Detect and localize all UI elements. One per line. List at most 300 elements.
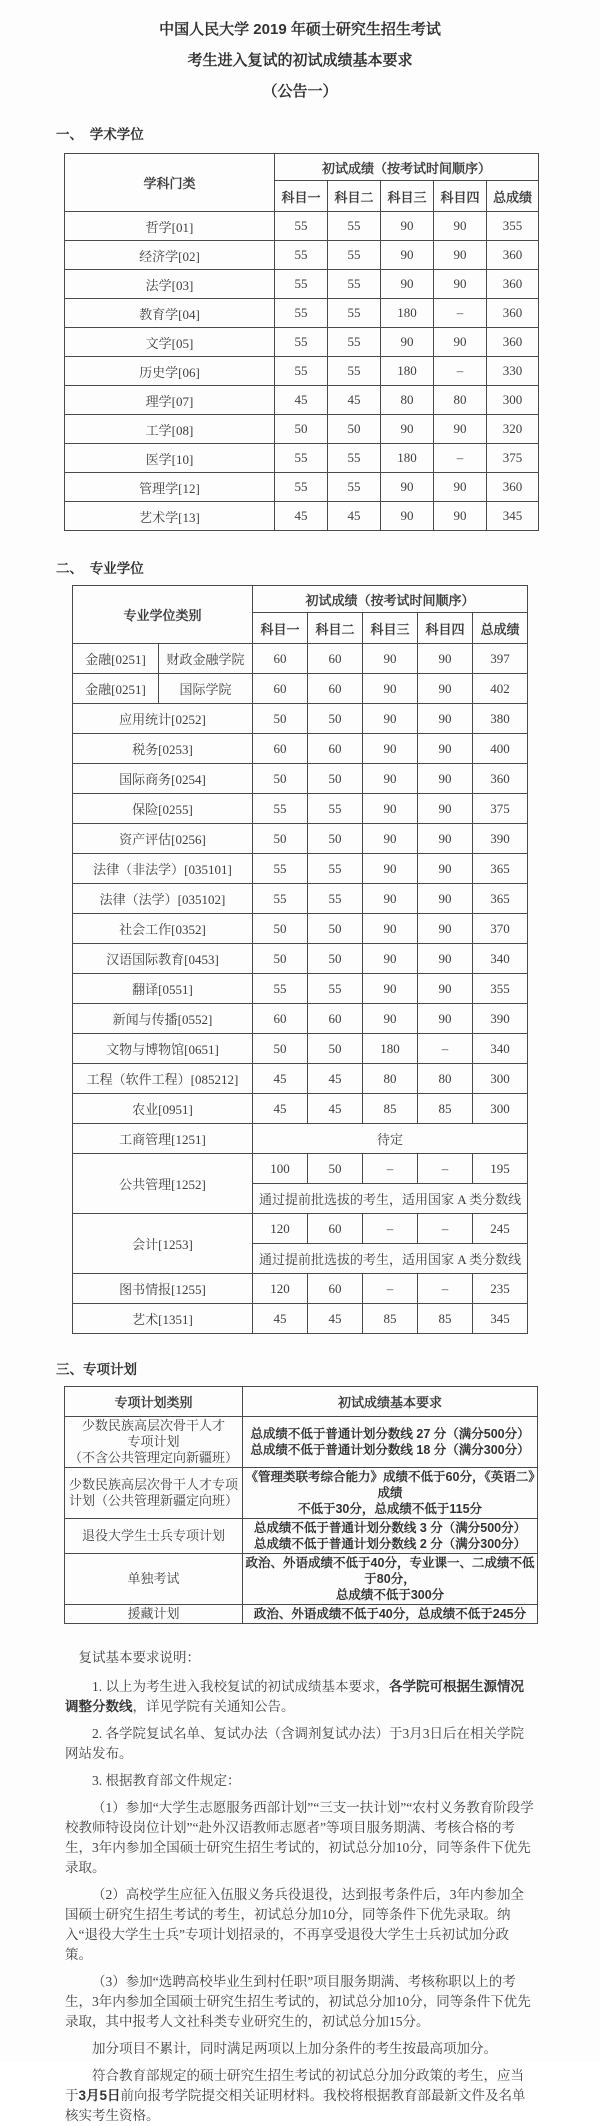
- score-cell: 90: [418, 944, 473, 974]
- score-cell: 90: [381, 270, 434, 299]
- requirement-line: 总成绩不低于300分: [335, 1588, 445, 1602]
- score-cell: 55: [308, 884, 363, 914]
- score-cell: 50: [275, 415, 328, 444]
- score-cell: 90: [434, 270, 487, 299]
- table-row: [73, 824, 528, 854]
- note-3-item-3: （3）参加“选聘高校毕业生到村任职”项目服务期满、考核称职以上的考生，3年内参加全国硕士研究生招生考试的，初试总分加10分，同等条件下优先录取，其中报考人文社科类专业研究生的，初试总分加15分。: [65, 1974, 531, 2029]
- plan-cell: [65, 1417, 243, 1468]
- score-cell: 60: [308, 1004, 363, 1034]
- score-cell: 55: [275, 241, 328, 270]
- score-cell: 300: [487, 386, 539, 415]
- score-cell: 55: [275, 473, 328, 502]
- score-cell: 50: [308, 824, 363, 854]
- score-cell: 90: [363, 674, 418, 704]
- score-cell: 55: [328, 328, 381, 357]
- requirement-line: 总成绩不低于普通计划分数线 2 分（满分300分）: [253, 1537, 527, 1551]
- subject-cell: 法律（非法学）[035101]: [73, 854, 253, 884]
- score-cell: 60: [253, 734, 308, 764]
- score-cell: 55: [275, 328, 328, 357]
- score-cell: 90: [434, 502, 487, 531]
- score-cell: 55: [253, 854, 308, 884]
- table-row: [73, 854, 528, 884]
- column-header: 总成绩: [487, 181, 539, 212]
- table-row: [73, 644, 528, 674]
- score-cell: 90: [434, 241, 487, 270]
- score-cell: 55: [308, 974, 363, 1004]
- table-row: [73, 1124, 528, 1154]
- table-row: [73, 884, 528, 914]
- table-row: [73, 1094, 528, 1124]
- table-row: [65, 1554, 538, 1605]
- table-row: [65, 473, 539, 502]
- table-row: [65, 415, 539, 444]
- subject-cell: 应用统计[0252]: [73, 704, 253, 734]
- column-header: 科目二: [328, 181, 381, 212]
- table-header-row: [65, 154, 539, 181]
- score-cell: 402: [473, 674, 528, 704]
- score-cell: 120: [253, 1274, 308, 1304]
- score-cell: 55: [275, 299, 328, 328]
- score-cell: 55: [308, 854, 363, 884]
- score-cell: 360: [473, 764, 528, 794]
- column-header: 科目三: [363, 613, 418, 644]
- title-line-3: （公告一）: [262, 83, 338, 100]
- score-cell: 45: [253, 1304, 308, 1334]
- plan-line: （不含公共管理定向新疆班）: [68, 1450, 238, 1465]
- column-header: 科目一: [253, 613, 308, 644]
- section3-heading: 三、专项计划: [56, 1362, 137, 1377]
- note-deadline: [65, 2066, 535, 2126]
- document-title: [0, 0, 600, 107]
- subject-cell: 管理学[12]: [65, 473, 275, 502]
- score-cell: 90: [418, 974, 473, 1004]
- score-cell: 100: [253, 1154, 308, 1184]
- score-cell: 50: [253, 824, 308, 854]
- score-cell: 90: [363, 824, 418, 854]
- score-cell: 90: [418, 884, 473, 914]
- score-cell: 50: [253, 914, 308, 944]
- score-cell: 90: [381, 502, 434, 531]
- score-cell: –: [418, 1214, 473, 1244]
- score-cell: –: [434, 444, 487, 473]
- score-cell: 55: [308, 794, 363, 824]
- requirement-cell: [243, 1605, 538, 1624]
- score-cell: 90: [418, 914, 473, 944]
- score-cell: 90: [363, 854, 418, 884]
- subject-cell: 教育学[04]: [65, 299, 275, 328]
- score-cell: 360: [487, 241, 539, 270]
- score-cell: 340: [473, 1034, 528, 1064]
- table-row: [73, 914, 528, 944]
- score-cell: 90: [363, 644, 418, 674]
- note-3-item-1: （1）参加“大学生志愿服务西部计划”“三支一扶计划”“农村义务教育阶段学校教师特设岗位计划”“赴外汉语教师志愿者”等项目服务期满、考核合格的考生，3年内参加全国硕士研究生招生考试的，初试总分加10分，同等条件下优先录取。: [65, 1800, 534, 1875]
- score-cell: 345: [473, 1304, 528, 1334]
- note-2: 2. 各学院复试名单、复试办法（含调剂复试办法）于3月3日后在相关学院网站发布。: [65, 1726, 524, 1761]
- score-cell: 50: [253, 764, 308, 794]
- subject-cell: 经济学[02]: [65, 241, 275, 270]
- score-cell: 90: [381, 473, 434, 502]
- requirement-cell: [243, 1519, 538, 1554]
- column-header: 专项计划类别: [65, 1387, 243, 1417]
- score-cell: 90: [434, 415, 487, 444]
- subject-cell: 农业[0951]: [73, 1094, 253, 1124]
- subject-cell: 工学[08]: [65, 415, 275, 444]
- score-cell: 90: [381, 212, 434, 241]
- subject-cell: 艺术[1351]: [73, 1304, 253, 1334]
- score-cell: 90: [434, 212, 487, 241]
- score-cell: 45: [253, 1094, 308, 1124]
- score-cell: 365: [473, 884, 528, 914]
- professional-degree-table: [72, 585, 528, 1334]
- score-cell: 50: [308, 1034, 363, 1064]
- score-cell: 50: [253, 944, 308, 974]
- score-cell: 45: [308, 1304, 363, 1334]
- plan-cell: [65, 1605, 243, 1624]
- score-cell: 50: [308, 914, 363, 944]
- score-cell: 90: [363, 764, 418, 794]
- column-header: 科目二: [308, 613, 363, 644]
- score-cell: 55: [253, 884, 308, 914]
- score-cell: 330: [487, 357, 539, 386]
- note-bold-text: 3月5日: [78, 2088, 121, 2103]
- table-row: [73, 944, 528, 974]
- table-row: [73, 1004, 528, 1034]
- score-cell: 360: [487, 270, 539, 299]
- score-cell: 55: [253, 794, 308, 824]
- score-cell: 55: [328, 473, 381, 502]
- table-row: [73, 1274, 528, 1304]
- score-cell: 400: [473, 734, 528, 764]
- special-plan-table: [64, 1386, 538, 1624]
- score-cell: 60: [308, 1274, 363, 1304]
- score-cell: 390: [473, 1004, 528, 1034]
- score-cell: 90: [434, 328, 487, 357]
- section2-heading: 二、 专业学位: [56, 561, 144, 576]
- requirement-line: 政治、外语成绩不低于40分，专业课一、二成绩不低于80分，: [245, 1556, 535, 1586]
- score-cell: 55: [328, 357, 381, 386]
- score-cell: –: [418, 1274, 473, 1304]
- note-bonus-rule: 加分项目不累计，同时满足两项以上加分条件的考生按最高项加分。: [92, 2041, 497, 2056]
- score-cell: 55: [328, 444, 381, 473]
- note-cell: 通过提前批选拔的考生，适用国家 A 类分数线: [253, 1244, 528, 1274]
- score-cell: 55: [275, 357, 328, 386]
- table-row: [73, 1304, 528, 1334]
- subject-cell: 艺术学[13]: [65, 502, 275, 531]
- school-cell: 财政金融学院: [159, 644, 253, 674]
- score-cell: 180: [381, 299, 434, 328]
- score-cell: 90: [418, 764, 473, 794]
- note-text: ，详见学院有关通知公告。: [132, 1699, 295, 1714]
- score-cell: 55: [275, 212, 328, 241]
- table-row: [65, 299, 539, 328]
- score-cell: 90: [381, 241, 434, 270]
- column-header: 学科门类: [65, 154, 275, 212]
- plan-line: 单独考试: [127, 1571, 180, 1586]
- table-row: [65, 1605, 538, 1624]
- plan-cell: [65, 1554, 243, 1605]
- table-row: [73, 794, 528, 824]
- table-row: [65, 328, 539, 357]
- table-row: [73, 1154, 528, 1184]
- requirement-line: 政治、外语成绩不低于40分，总成绩不低于245分: [253, 1607, 527, 1621]
- note-text: 1. 以上为考生进入我校复试的初试成绩基本要求，: [92, 1679, 389, 1694]
- score-cell: 90: [418, 674, 473, 704]
- requirement-line: 总成绩不低于普通计划分数线 27 分（满分500分）: [250, 1427, 530, 1441]
- score-cell: 320: [487, 415, 539, 444]
- score-cell: 370: [473, 914, 528, 944]
- score-cell: 90: [363, 734, 418, 764]
- score-cell: 55: [328, 212, 381, 241]
- table-row: [73, 674, 528, 704]
- subject-cell: 法律（法学）[035102]: [73, 884, 253, 914]
- score-cell: 345: [487, 502, 539, 531]
- score-cell: 45: [253, 1064, 308, 1094]
- table-row: [73, 1214, 528, 1244]
- subject-cell: 公共管理[1252]: [73, 1154, 253, 1214]
- score-cell: –: [418, 1034, 473, 1064]
- table-row: [73, 734, 528, 764]
- title-line-1: 中国人民大学 2019 年硕士研究生招生考试: [159, 21, 441, 38]
- table-row: [65, 241, 539, 270]
- score-cell: 60: [308, 734, 363, 764]
- score-cell: 235: [473, 1274, 528, 1304]
- score-cell: 355: [473, 974, 528, 1004]
- note-3-item-2: （2）高校学生应征入伍服义务兵役退役，达到报考条件后，3年内参加全国硕士研究生招生考试的考生，初试总分加10分，同等条件下优先录取。纳入“退役大学生士兵”专项计划招录的，不再享受退役大学生士兵初试加分政策。: [65, 1887, 524, 1962]
- score-cell: –: [434, 357, 487, 386]
- column-header: 初试成绩基本要求: [243, 1387, 538, 1417]
- score-cell: 55: [275, 444, 328, 473]
- score-cell: 45: [328, 502, 381, 531]
- column-header: 专业学位类别: [73, 586, 253, 644]
- plan-cell: [65, 1468, 243, 1519]
- score-cell: 340: [473, 944, 528, 974]
- requirement-line: 总成绩不低于普通计划分数线 18 分（满分300分）: [250, 1443, 530, 1457]
- score-cell: 90: [363, 884, 418, 914]
- score-cell: 245: [473, 1214, 528, 1244]
- note-text: 前向报考学院提交相关证明材料。我校将根据教育部最新文件及名单核实考生资格。: [65, 2088, 526, 2123]
- group-header: 初试成绩（按考试时间顺序）: [253, 586, 528, 613]
- subject-cell: 资产评估[0256]: [73, 824, 253, 854]
- column-header: 科目一: [275, 181, 328, 212]
- score-cell: 90: [381, 328, 434, 357]
- score-cell: –: [363, 1214, 418, 1244]
- score-cell: 90: [363, 944, 418, 974]
- score-cell: 55: [328, 299, 381, 328]
- score-cell: 90: [418, 854, 473, 884]
- score-cell: 80: [381, 386, 434, 415]
- score-cell: 360: [487, 328, 539, 357]
- score-cell: 45: [308, 1064, 363, 1094]
- score-cell: 85: [363, 1304, 418, 1334]
- score-cell: 50: [308, 764, 363, 794]
- table-header-row: [65, 1387, 538, 1417]
- score-cell: 50: [308, 1154, 363, 1184]
- table-row: [65, 444, 539, 473]
- note-bold-text: 各学院可根据生源情况调整分数线: [65, 1679, 524, 1714]
- note-text: 符合教育部规定的硕士研究生招生考试的初试总分加分政策的考生，应当于: [65, 2068, 524, 2103]
- score-cell: 365: [473, 854, 528, 884]
- score-cell: 360: [487, 473, 539, 502]
- score-cell: 45: [308, 1094, 363, 1124]
- group-header: 初试成绩（按考试时间顺序）: [275, 154, 539, 181]
- score-cell: 90: [418, 704, 473, 734]
- plan-cell: [65, 1519, 243, 1554]
- score-cell: 375: [473, 794, 528, 824]
- score-cell: 50: [253, 1034, 308, 1064]
- score-cell: 85: [418, 1094, 473, 1124]
- score-cell: 55: [275, 270, 328, 299]
- requirement-cell: [243, 1417, 538, 1468]
- column-header: 科目三: [381, 181, 434, 212]
- table-row: [73, 1064, 528, 1094]
- score-cell: 85: [363, 1094, 418, 1124]
- subject-cell: 图书情报[1255]: [73, 1274, 253, 1304]
- academic-degree-table: [64, 153, 539, 531]
- table-row: [73, 764, 528, 794]
- score-cell: 55: [253, 974, 308, 1004]
- score-cell: –: [363, 1154, 418, 1184]
- score-cell: 360: [487, 299, 539, 328]
- score-cell: 85: [418, 1304, 473, 1334]
- score-cell: 90: [363, 1004, 418, 1034]
- score-cell: 90: [363, 794, 418, 824]
- score-cell: 300: [473, 1064, 528, 1094]
- score-cell: 50: [308, 704, 363, 734]
- score-cell: 80: [418, 1064, 473, 1094]
- score-cell: 90: [418, 1004, 473, 1034]
- table-row: [73, 1034, 528, 1064]
- school-cell: 国际学院: [159, 674, 253, 704]
- score-cell: 90: [381, 415, 434, 444]
- score-cell: 90: [418, 734, 473, 764]
- notes-intro: 复试基本要求说明：: [78, 1650, 200, 1665]
- section1-heading: 一、 学术学位: [56, 127, 144, 142]
- score-cell: 45: [328, 386, 381, 415]
- score-cell: 60: [253, 1004, 308, 1034]
- score-cell: 180: [381, 444, 434, 473]
- notes-section: [65, 1648, 535, 2126]
- requirement-line: 总成绩不低于普通计划分数线 3 分（满分500分）: [253, 1521, 527, 1535]
- subject-cell: 汉语国际教育[0453]: [73, 944, 253, 974]
- table-row: [65, 386, 539, 415]
- table-row: [73, 704, 528, 734]
- table-row: [65, 212, 539, 241]
- score-cell: 120: [253, 1214, 308, 1244]
- requirement-line: 不低于30分，总成绩不低于115分: [297, 1502, 483, 1516]
- plan-line: 专项计划: [127, 1434, 180, 1449]
- plan-line: 退役大学生士兵专项计划: [81, 1528, 225, 1543]
- score-cell: 80: [363, 1064, 418, 1094]
- score-cell: 45: [275, 502, 328, 531]
- column-header: 科目四: [418, 613, 473, 644]
- score-cell: 60: [253, 674, 308, 704]
- subject-cell: 社会工作[0352]: [73, 914, 253, 944]
- table-row: [65, 502, 539, 531]
- score-cell: 380: [473, 704, 528, 734]
- note-1: [65, 1677, 535, 1717]
- subject-cell: 保险[0255]: [73, 794, 253, 824]
- score-cell: 80: [434, 386, 487, 415]
- score-cell: 50: [308, 944, 363, 974]
- score-cell: 90: [363, 914, 418, 944]
- subject-cell: 会计[1253]: [73, 1214, 253, 1274]
- requirement-cell: [243, 1468, 538, 1519]
- score-cell: –: [434, 299, 487, 328]
- subject-cell: 理学[07]: [65, 386, 275, 415]
- score-cell: 60: [308, 644, 363, 674]
- subject-cell: 税务[0253]: [73, 734, 253, 764]
- subject-cell: 翻译[0551]: [73, 974, 253, 1004]
- tbd-cell: 待定: [253, 1124, 528, 1154]
- subject-cell: 金融[0251]: [73, 674, 159, 704]
- score-cell: 90: [418, 824, 473, 854]
- score-cell: 60: [308, 1214, 363, 1244]
- score-cell: 50: [253, 704, 308, 734]
- subject-cell: 金融[0251]: [73, 644, 159, 674]
- score-cell: 60: [253, 644, 308, 674]
- subject-cell: 工商管理[1251]: [73, 1124, 253, 1154]
- score-cell: 390: [473, 824, 528, 854]
- subject-cell: 哲学[01]: [65, 212, 275, 241]
- table-row: [65, 1417, 538, 1468]
- table-header-row: [73, 586, 528, 613]
- subject-cell: 医学[10]: [65, 444, 275, 473]
- score-cell: –: [418, 1154, 473, 1184]
- score-cell: 90: [434, 473, 487, 502]
- score-cell: 397: [473, 644, 528, 674]
- score-cell: 45: [275, 386, 328, 415]
- subject-cell: 历史学[06]: [65, 357, 275, 386]
- score-cell: 375: [487, 444, 539, 473]
- table-row: [65, 1519, 538, 1554]
- subject-cell: 新闻与传播[0552]: [73, 1004, 253, 1034]
- score-cell: 60: [308, 674, 363, 704]
- score-cell: 180: [381, 357, 434, 386]
- score-cell: –: [363, 1274, 418, 1304]
- table-row: [65, 270, 539, 299]
- score-cell: 195: [473, 1154, 528, 1184]
- score-cell: 355: [487, 212, 539, 241]
- score-cell: 90: [418, 794, 473, 824]
- subject-cell: 国际商务[0254]: [73, 764, 253, 794]
- subject-cell: 文物与博物馆[0651]: [73, 1034, 253, 1064]
- column-header: 科目四: [434, 181, 487, 212]
- score-cell: 300: [473, 1094, 528, 1124]
- note-3: 3. 根据教育部文件规定：: [92, 1773, 241, 1788]
- requirement-line: 《管理类联考综合能力》成绩不低于60分，《英语二》成绩: [245, 1470, 535, 1500]
- note-cell: 通过提前批选拔的考生，适用国家 A 类分数线: [253, 1184, 528, 1214]
- score-cell: 90: [363, 704, 418, 734]
- subject-cell: 工程（软件工程）[085212]: [73, 1064, 253, 1094]
- title-line-2: 考生进入复试的初试成绩基本要求: [187, 52, 413, 69]
- score-cell: 90: [363, 974, 418, 1004]
- table-row: [65, 1468, 538, 1519]
- score-cell: 55: [328, 241, 381, 270]
- table-row: [65, 357, 539, 386]
- plan-line: 援藏计划: [127, 1606, 180, 1621]
- requirement-cell: [243, 1554, 538, 1605]
- column-header: 总成绩: [473, 613, 528, 644]
- score-cell: 55: [328, 270, 381, 299]
- subject-cell: 文学[05]: [65, 328, 275, 357]
- score-cell: 180: [363, 1034, 418, 1064]
- plan-line: 计划（公共管理新疆定向班）: [68, 1493, 238, 1508]
- subject-cell: 法学[03]: [65, 270, 275, 299]
- score-cell: 90: [418, 644, 473, 674]
- plan-line: 少数民族高层次骨干人才: [81, 1418, 225, 1433]
- table-row: [73, 974, 528, 1004]
- score-cell: 50: [328, 415, 381, 444]
